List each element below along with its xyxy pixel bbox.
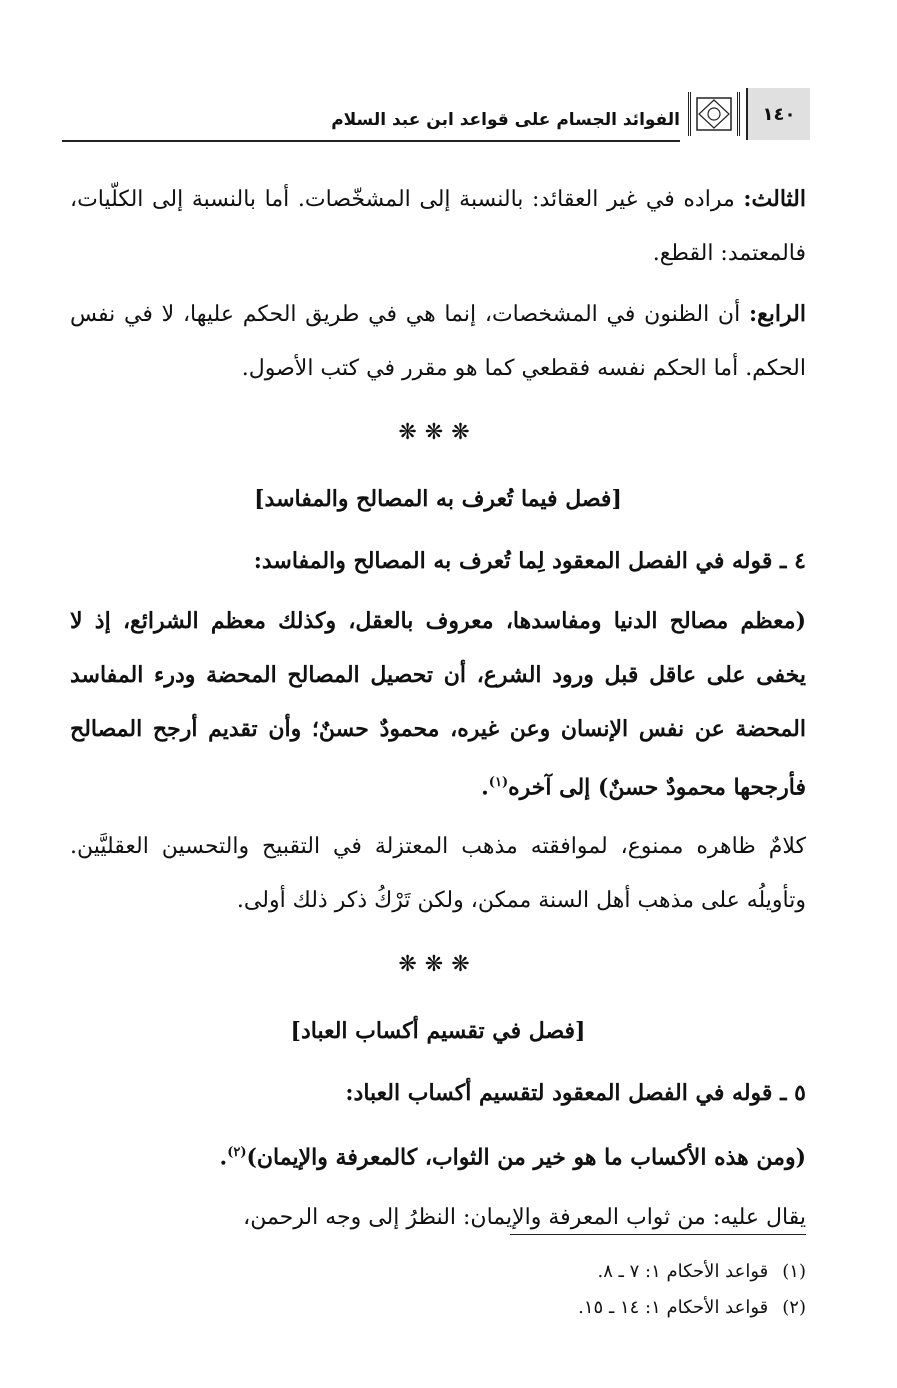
page-number-box (746, 88, 810, 140)
paragraph-text: مراده في غير العقائد: بالنسبة إلى المشخّصات. أما بالنسبة إلى الكلّيات، فالمعتمد: القطع. (70, 187, 806, 266)
footnote-ref[interactable]: (٢) (227, 1145, 247, 1161)
footnote-text: قواعد الأحكام ١: ٧ ـ ٨. (597, 1261, 769, 1282)
paragraph-text: أن الظنون في المشخصات، إنما هي في طريق الحكم عليها، لا في نفس الحكم. أما الحكم نفسه فقطعي كما هو مقرر في كتب الأصول. (70, 302, 806, 381)
commentary-paragraph: كلامٌ ظاهره ممنوع، لموافقته مذهب المعتزلة في التقبيح والتحسين العقليَّين. وتأويلُه على مذهب أهل السنة ممكن، ولكن تَرْكُ ذكر ذلك أولى. (70, 834, 806, 914)
quoted-text: (ومن هذه الأكساب ما هو خير من الثواب، كالمعرفة والإيمان) (246, 1144, 806, 1171)
section-heading: [فصل في تقسيم أكساب العباد] (290, 1018, 586, 1045)
paragraph-fourth (70, 287, 806, 396)
paragraph-lead: الثالث: (743, 186, 806, 212)
quote-intro: ٥ ـ قوله في الفصل المعقود لتقسيم أكساب العباد: (345, 1080, 806, 1107)
commentary-paragraph: يقال عليه: من ثواب المعرفة والإيمان: النظرُ إلى وجه الرحمن، (243, 1204, 806, 1230)
footnote-ref[interactable]: (١) (488, 775, 509, 790)
footnote-item (420, 1254, 806, 1290)
ornament-icon (688, 92, 740, 136)
footnotes (420, 1254, 806, 1326)
quote-intro: ٤ ـ قوله في الفصل المعقود لِما تُعرف به المصالح والمفاسد: (253, 548, 806, 574)
footnote-number: (٢) (782, 1297, 806, 1318)
page-number: ١٤٠ (762, 103, 796, 125)
footnote-text: قواعد الأحكام ١: ١٤ ـ ١٥. (578, 1297, 769, 1318)
page-header (62, 88, 810, 142)
quoted-passage (70, 594, 806, 814)
quoted-text: (معظم مصالح الدنيا ومفاسدها، معروف بالعقل، وكذلك معظم الشرائع، إذ لا يخفى على عاقل قبل ورود الشرع، أن تحصيل المصالح المحضة ودرء المفاسد المحضة عن نفس الإنسان وعن غيره، محمودٌ حسنٌ؛ وأن تقديم أرجح المصالح فأرجحها محمودٌ حسنٌ) إلى آخره (70, 608, 806, 801)
quoted-passage (70, 1126, 806, 1184)
period: . (481, 774, 489, 801)
section-divider: ❋❋❋ (398, 420, 478, 445)
paragraph-lead: الرابع: (748, 301, 806, 327)
running-title: الفوائد الجسام على قواعد ابن عبد السلام (331, 110, 680, 130)
section-heading: [فصل فيما تُعرف به المصالح والمفاسد] (254, 486, 622, 512)
paragraph-third (70, 172, 806, 281)
main-text (70, 172, 806, 1251)
footnote-item (420, 1290, 806, 1326)
section-divider: ❋❋❋ (398, 952, 478, 978)
footnote-number: (١) (782, 1261, 806, 1282)
header-rule (62, 140, 680, 142)
period: . (219, 1144, 228, 1171)
footnote-separator (510, 1234, 806, 1235)
